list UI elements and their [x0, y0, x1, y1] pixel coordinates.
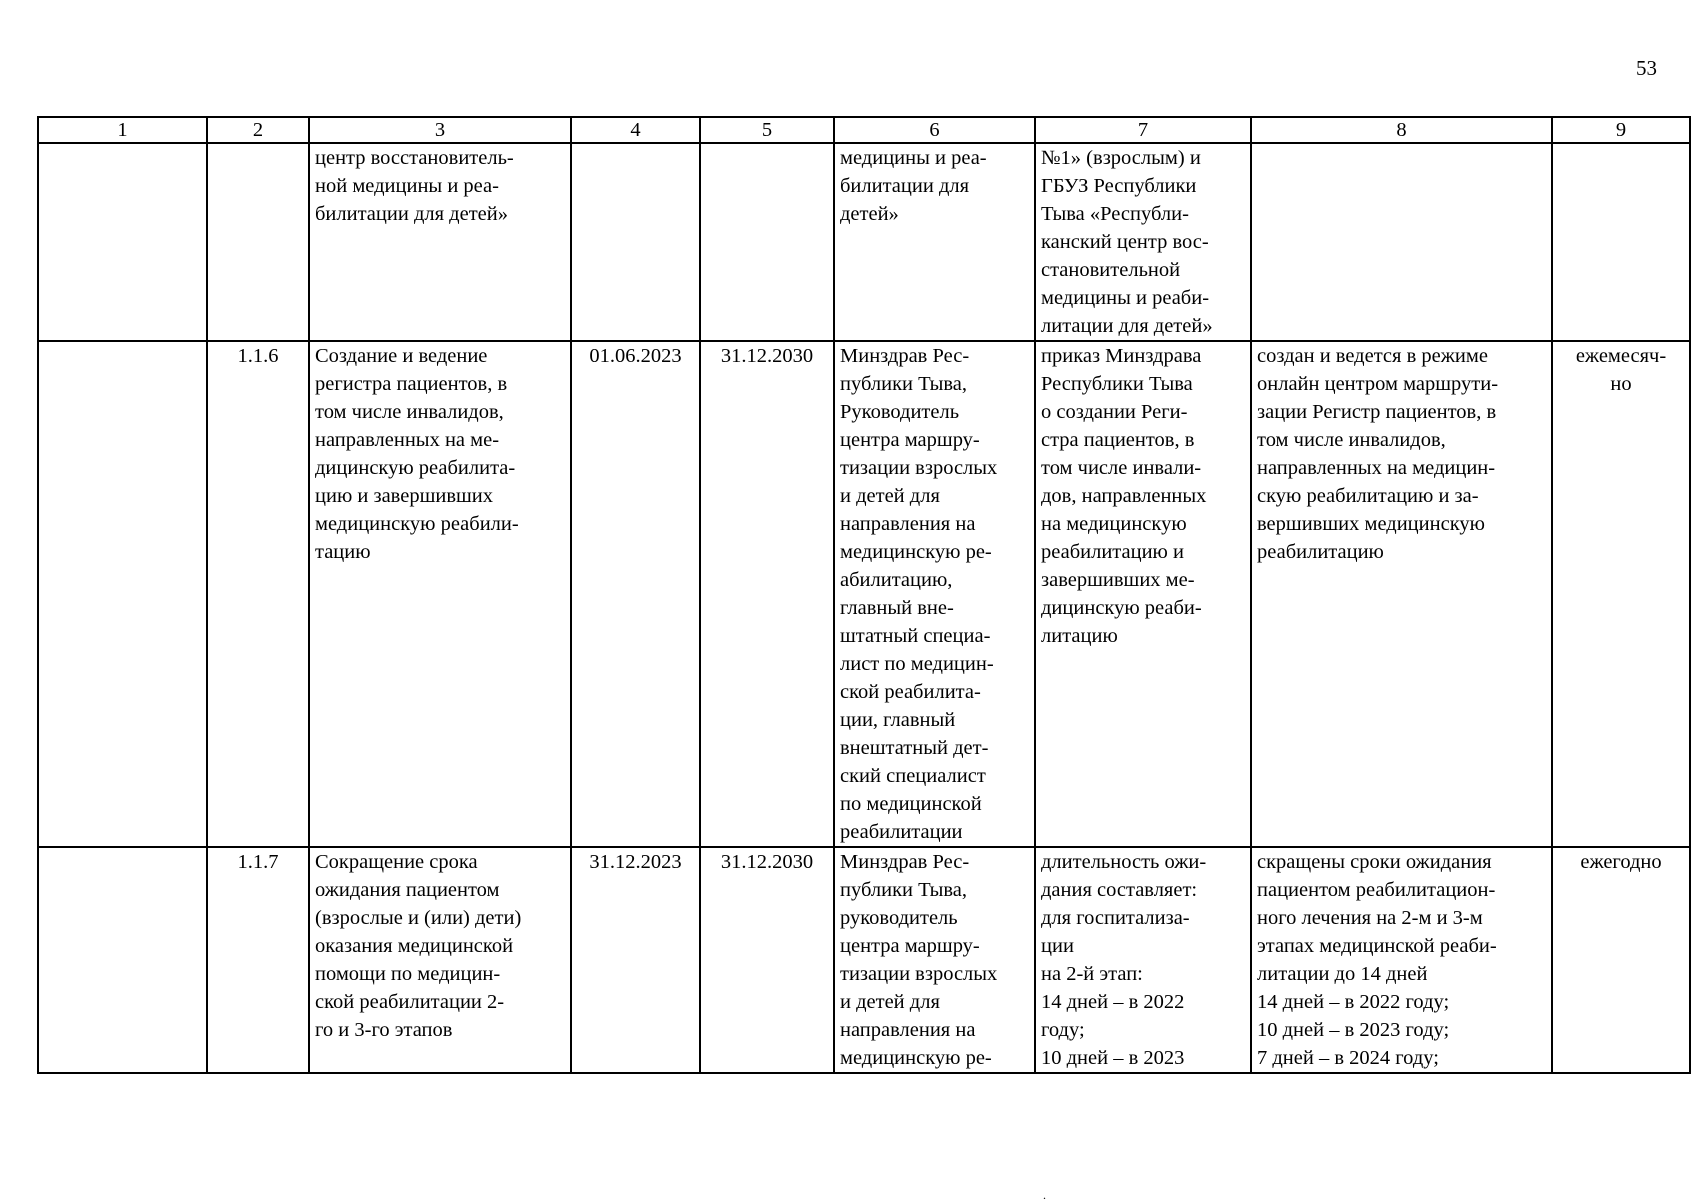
table-cell [1035, 847, 1251, 1073]
table-cell [834, 341, 1035, 847]
table-row [38, 847, 1690, 1073]
table-cell [700, 341, 834, 847]
column-header-7: 7 [1035, 117, 1251, 143]
indicator-text: №1» (взрослым) и ГБУЗ Республики Тыва «Республи- канский центр вос- становительной медицины и реаби- литации для детей» [1041, 147, 1213, 337]
table-cell [1251, 847, 1552, 1073]
table-cell [309, 341, 571, 847]
end-date: 31.12.2030 [720, 345, 814, 367]
table-cell [571, 341, 700, 847]
table-cell [309, 143, 571, 341]
page-number: 53 [1636, 56, 1657, 80]
table-cell [1251, 143, 1552, 341]
table-cell [1035, 341, 1251, 847]
measure-text: Создание и ведение регистра пациентов, в том числе инвалидов, направленных на ме- дицинскую реабилита- цию и завершивших медицинскую реабили- тацию [315, 345, 519, 563]
item-number: 1.1.6 [237, 345, 279, 367]
column-header-6: 6 [834, 117, 1035, 143]
footer-mark: . [1043, 1188, 1046, 1202]
table-cell [207, 341, 309, 847]
table-cell [700, 143, 834, 341]
table-cell [834, 143, 1035, 341]
frequency-text: ежегодно [1580, 851, 1662, 873]
table-cell [38, 847, 207, 1073]
table-cell [1552, 341, 1690, 847]
table-cell [1035, 143, 1251, 341]
table-cell [207, 143, 309, 341]
table-row [38, 341, 1690, 847]
table-cell [38, 143, 207, 341]
measure-text: Сокращение срока ожидания пациентом (взрослые и (или) дети) оказания медицинской помощи по медицин- ской реабилитации 2- го и 3-го этапов [315, 851, 522, 1041]
table-row [38, 143, 1690, 341]
table-cell [700, 847, 834, 1073]
table-cell [1251, 341, 1552, 847]
start-date: 31.12.2023 [589, 851, 682, 873]
responsible-text: Минздрав Рес- публики Тыва, руководитель центра маршру- тизации взрослых и детей для направления на медицинскую ре- [840, 851, 998, 1069]
frequency-text: ежемесяч- но [1575, 345, 1667, 395]
table-cell [309, 847, 571, 1073]
measure-text: центр восстановитель- ной медицины и реа- билитации для детей» [315, 147, 514, 225]
table-cell [834, 847, 1035, 1073]
table-cell [571, 847, 700, 1073]
table-cell [207, 847, 309, 1073]
table-cell [1552, 143, 1690, 341]
table-header-row [38, 117, 1690, 143]
column-header-3: 3 [309, 117, 571, 143]
responsible-text: медицины и реа- билитации для детей» [840, 147, 987, 225]
table-cell [1552, 847, 1690, 1073]
item-number: 1.1.7 [237, 851, 279, 873]
column-header-1: 1 [38, 117, 207, 143]
start-date: 01.06.2023 [589, 345, 682, 367]
responsible-text: Минздрав Рес- публики Тыва, Руководитель центра маршру- тизации взрослых и детей для направления на медицинскую ре- абилитацию, главный вне- штатный специа- лист по медицин- ской реабилита- ции, главный внештатный дет- ский специалист по медицинской реабилитации [840, 345, 998, 843]
column-header-5: 5 [700, 117, 834, 143]
column-header-8: 8 [1251, 117, 1552, 143]
end-date: 31.12.2030 [720, 851, 814, 873]
indicator-text: длительность ожи- дания составляет: для госпитализа- ции на 2-й этап: 14 дней – в 2022 году; 10 дней – в 2023 [1041, 851, 1207, 1069]
indicator-text: приказ Минздрава Республики Тыва о создании Реги- стра пациентов, в том числе инвали- дов, направленных на медицинскую реабилитацию и завершивших ме- дицинскую реаби- литацию [1041, 345, 1207, 647]
column-header-4: 4 [571, 117, 700, 143]
table-cell [38, 341, 207, 847]
measures-table [37, 116, 1691, 1074]
column-header-9: 9 [1552, 117, 1690, 143]
column-header-2: 2 [207, 117, 309, 143]
table-cell [571, 143, 700, 341]
result-text: создан и ведется в режиме онлайн центром маршрути- зации Регистр пациентов, в том числе инвалидов, направленных на медицин- скую реабилитацию и за- вершивших медицинскую реабилитацию [1257, 345, 1499, 563]
result-text: скращены сроки ожидания пациентом реабилитацион- ного лечения на 2-м и 3-м этапах медицинской реаби- литации до 14 дней 14 дней – в 2022 году; 10 дней – в 2023 году; 7 дней – в 2024 году; [1257, 851, 1497, 1069]
